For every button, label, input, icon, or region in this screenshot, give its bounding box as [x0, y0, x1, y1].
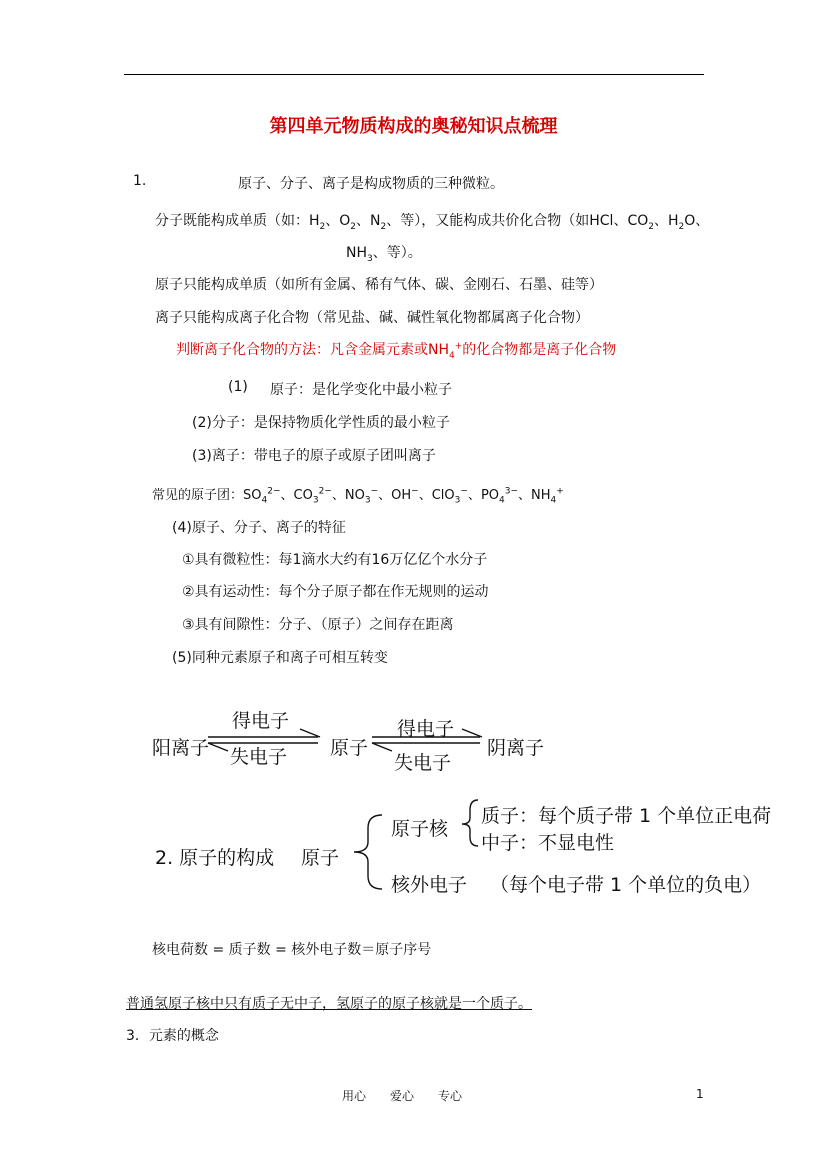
hydrogen-note: 普通氢原子核中只有质子无中子，氢原子的原子核就是一个质子。 [126, 996, 532, 1012]
atom-structure-title: 2. 原子的构成 [155, 847, 275, 869]
feature-motion: ②具有运动性：每个分子原子都在作无规则的运动 [182, 584, 489, 600]
page-number: 1 [696, 1087, 704, 1101]
gain-electron-label-left: 得电子 [232, 710, 290, 732]
radical-group: $NH_4^+$ [531, 486, 564, 506]
definition-atom: 原子：是化学变化中最小粒子 [270, 382, 452, 398]
section-1-statement: 原子、分子、离子是构成物质的三种微粒。 [238, 176, 504, 192]
molecule-line-2: $NH_3$、等）。 [346, 245, 422, 264]
anion-label: 阴离子 [487, 737, 545, 759]
footer-motto: 用心 爱心 专心 [342, 1089, 463, 1103]
radical-group: OH−、 [391, 486, 432, 503]
electrons-label: 核外电子 [391, 874, 468, 896]
electron-note: （每个电子带 1 个单位的负电） [490, 874, 762, 896]
ion-statement: 离子只能构成离子化合物（常见盐、碱、碱性氧化物都属离子化合物） [155, 310, 589, 326]
radical-group: $NO_3^-$、 [344, 486, 392, 506]
features-heading: (4)原子、分子、离子的特征 [172, 520, 346, 536]
nucleus-label: 原子核 [391, 818, 449, 840]
charge-equation: 核电荷数 = 质子数 = 核外电子数＝原子序号 [152, 942, 432, 958]
feature-gap: ③具有间隙性：分子、（原子）之间存在距离 [182, 617, 454, 633]
definition-ion: (3)离子：带电子的原子或原子团叫离子 [192, 448, 436, 464]
page-title: 第四单元物质构成的奥秘知识点梳理 [269, 116, 558, 137]
radical-group: $SO_4^{2-}$、 [243, 486, 294, 506]
atom-structure-root: 原子 [301, 847, 340, 869]
gain-electron-label-right: 得电子 [397, 718, 455, 740]
radical-group: ClO$_3$−、 [431, 486, 481, 506]
atom-statement: 原子只能构成单质（如所有金属、稀有气体、碳、金刚石、石墨、硅等） [155, 277, 603, 293]
cation-label: 阳离子 [152, 737, 210, 759]
section-3-title: 3．元素的概念 [126, 1028, 219, 1044]
section-1-number: 1. [133, 173, 147, 189]
judge-method: 判断离子化合物的方法：凡含金属元素或$NH_4^+$的化合物都是离子化合物 [176, 341, 617, 361]
definition-1-number: (1) [228, 379, 248, 395]
atom-label: 原子 [330, 737, 369, 759]
lose-electron-label-right: 失电子 [394, 752, 452, 774]
radical-groups-label: 常见的原子团： [152, 488, 244, 503]
lose-electron-label-left: 失电子 [230, 746, 288, 768]
radical-group: $CO_3^{2-}$、 [293, 486, 345, 506]
radical-group: $PO_4^{3-}$、 [480, 486, 532, 506]
definition-molecule: (2)分子：是保持物质化学性质的最小粒子 [192, 415, 450, 431]
proton-label: 质子：每个质子带 1 个单位正电荷 [481, 805, 772, 827]
feature-convert: (5)同种元素原子和离子可相互转变 [172, 650, 388, 666]
neutron-label: 中子：不显电性 [481, 832, 615, 854]
feature-particle: ①具有微粒性：每1滴水大约有16万亿亿个水分子 [182, 552, 488, 568]
molecule-line-1: 分子既能构成单质（如：$H_2$、$O_2$、$N_2$、等），又能构成共价化合物（如HCl、$CO_2$、$H_2O$、 [155, 213, 710, 232]
